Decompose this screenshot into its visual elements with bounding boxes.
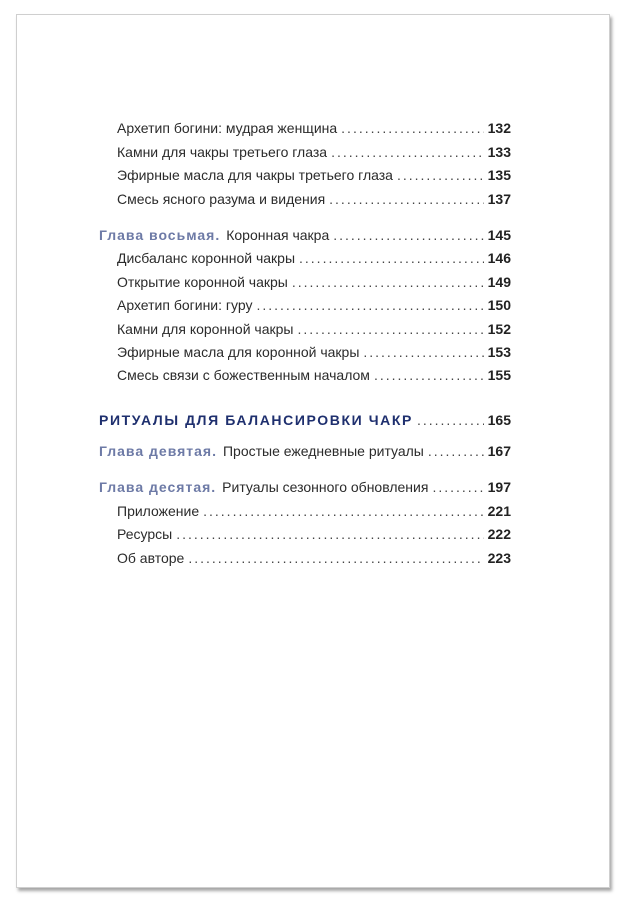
toc-entry-title: Смесь связи с божественным началом <box>117 367 370 383</box>
toc-entry-page: 223 <box>487 550 511 566</box>
toc-entry-page: 149 <box>487 274 511 290</box>
toc-entry-title: Смесь ясного разума и видения <box>117 191 326 207</box>
toc-entry-title: Об авторе <box>117 550 185 566</box>
leader-dots <box>333 225 483 245</box>
leader-dots <box>256 295 483 315</box>
toc-chapter-eight[interactable] <box>99 225 511 245</box>
chapter-label: Глава восьмая. <box>99 227 221 243</box>
toc-entry-title: Эфирные масла для коронной чакры <box>117 344 360 360</box>
leader-dots <box>331 142 484 162</box>
toc-entry[interactable] <box>117 165 511 185</box>
chapter-page: 197 <box>487 479 511 495</box>
toc-entry[interactable] <box>117 524 511 544</box>
chapter-page: 167 <box>487 443 511 459</box>
toc-entry-page: 222 <box>487 526 511 542</box>
book-page <box>16 14 610 888</box>
toc-entry[interactable] <box>117 142 511 162</box>
toc-entry[interactable] <box>117 501 511 521</box>
chapter-title: Ритуалы сезонного обновления <box>222 479 429 495</box>
toc-entry-title: Ресурсы <box>117 526 173 542</box>
part-title: РИТУАЛЫ ДЛЯ БАЛАНСИРОВКИ ЧАКР <box>99 412 413 428</box>
leader-dots <box>299 248 484 268</box>
toc-entry[interactable] <box>117 189 511 209</box>
leader-dots <box>341 118 483 138</box>
part-page: 165 <box>487 412 511 428</box>
leader-dots <box>329 189 483 209</box>
chapter-page: 145 <box>487 227 511 243</box>
leader-dots <box>428 441 484 461</box>
leader-dots <box>363 342 483 362</box>
toc-entry-page: 155 <box>487 367 511 383</box>
toc-entry-title: Открытие коронной чакры <box>117 274 288 290</box>
toc-entry-page: 153 <box>487 344 511 360</box>
leader-dots <box>297 319 483 339</box>
toc-entry[interactable] <box>117 365 511 385</box>
toc-entry[interactable] <box>117 319 511 339</box>
toc-entry-title: Камни для чакры третьего глаза <box>117 144 328 160</box>
leader-dots <box>417 410 484 430</box>
toc-entry-page: 135 <box>487 167 511 183</box>
toc-entry[interactable] <box>117 272 511 292</box>
toc-entry-page: 150 <box>487 297 511 313</box>
leader-dots <box>292 272 484 292</box>
table-of-contents <box>17 15 609 887</box>
toc-entry-title: Архетип богини: гуру <box>117 297 253 313</box>
leader-dots <box>432 477 483 497</box>
toc-entry[interactable] <box>117 118 511 138</box>
toc-entry[interactable] <box>117 548 511 568</box>
toc-entry-title: Дисбаланс коронной чакры <box>117 250 296 266</box>
chapter-label: Глава десятая. <box>99 479 217 495</box>
toc-entry-page: 133 <box>487 144 511 160</box>
toc-entry-page: 152 <box>487 321 511 337</box>
toc-chapter-ten[interactable] <box>99 477 511 497</box>
toc-chapter-nine[interactable] <box>99 441 511 461</box>
toc-entry-title: Приложение <box>117 503 200 519</box>
leader-dots <box>188 548 483 568</box>
leader-dots <box>397 165 484 185</box>
toc-entry-title: Эфирные масла для чакры третьего глаза <box>117 167 393 183</box>
leader-dots <box>203 501 484 521</box>
toc-entry-title: Архетип богини: мудрая женщина <box>117 120 338 136</box>
toc-entry[interactable] <box>117 342 511 362</box>
leader-dots <box>176 524 483 544</box>
toc-entry-page: 146 <box>487 250 511 266</box>
toc-part-heading[interactable] <box>99 410 511 430</box>
chapter-title: Простые ежедневные ритуалы <box>222 443 424 459</box>
toc-entry-page: 221 <box>487 503 511 519</box>
toc-entry-page: 137 <box>487 191 511 207</box>
toc-entry[interactable] <box>117 295 511 315</box>
toc-entry[interactable] <box>117 248 511 268</box>
toc-entry-page: 132 <box>487 120 511 136</box>
chapter-title: Коронная чакра <box>226 227 330 243</box>
toc-entry-title: Камни для коронной чакры <box>117 321 294 337</box>
leader-dots <box>374 365 484 385</box>
chapter-label: Глава девятая. <box>99 443 217 459</box>
